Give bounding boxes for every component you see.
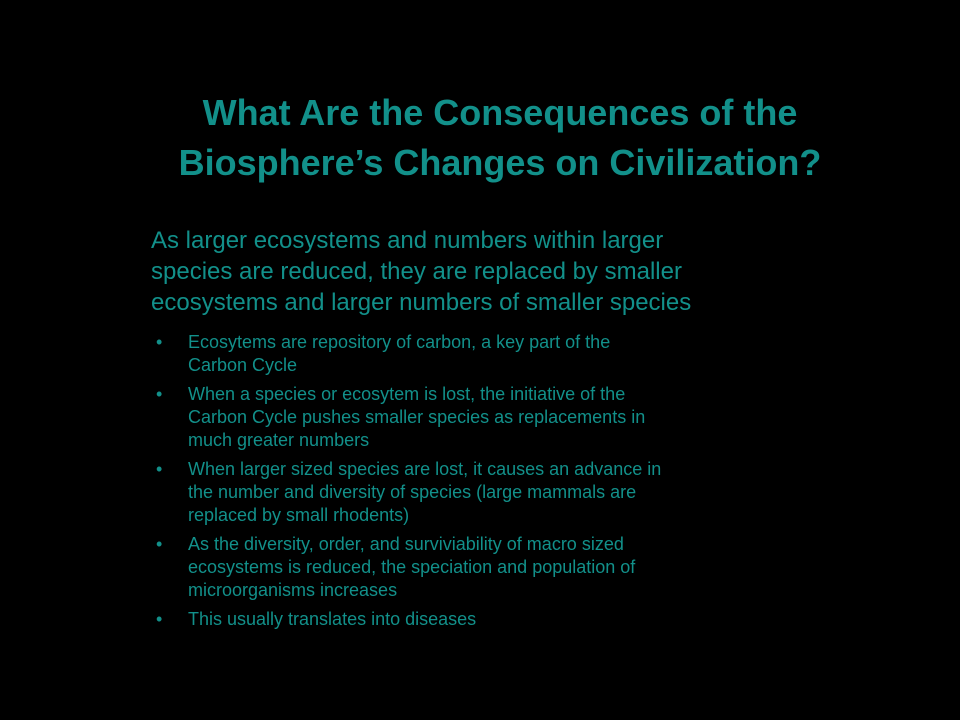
slide-title-line: Biosphere’s Changes on Civilization? xyxy=(178,142,822,183)
bullet-line: Carbon Cycle xyxy=(188,355,298,375)
bullet-item xyxy=(151,533,831,602)
bullet-marker: • xyxy=(156,384,163,404)
bullet-line: Ecosytems are repository of carbon, a key part of the xyxy=(188,332,611,352)
bullet-line: Carbon Cycle pushes smaller species as replacements in xyxy=(188,407,646,427)
bullet-line: This usually translates into diseases xyxy=(188,609,477,629)
bullet-line: When larger sized species are lost, it causes an advance in xyxy=(188,459,662,479)
bullet-line: microorganisms increases xyxy=(188,580,398,600)
bullet-item xyxy=(151,383,831,452)
bullet-line: replaced by small rhodents) xyxy=(188,505,410,525)
slide-title-line: What Are the Consequences of the xyxy=(202,92,798,133)
bullet-line: As the diversity, order, and surviviability of macro sized xyxy=(188,534,624,554)
bullet-marker: • xyxy=(156,459,163,479)
bullet-line: ecosystems is reduced, the speciation and population of xyxy=(188,557,636,577)
intro-line: As larger ecosystems and numbers within larger xyxy=(151,227,664,254)
bullet-marker: • xyxy=(156,534,163,554)
bullet-line: the number and diversity of species (large mammals are xyxy=(188,482,637,502)
intro-line: ecosystems and larger numbers of smaller species xyxy=(151,289,692,316)
bullet-marker: • xyxy=(156,609,163,629)
intro-line: species are reduced, they are replaced by smaller xyxy=(151,258,682,285)
intro-paragraph xyxy=(151,225,871,318)
bullet-item xyxy=(151,331,831,377)
bullet-list xyxy=(151,331,831,637)
bullet-line: much greater numbers xyxy=(188,430,370,450)
bullet-line: When a species or ecosytem is lost, the initiative of the xyxy=(188,384,626,404)
bullet-item xyxy=(151,458,831,527)
bullet-marker: • xyxy=(156,332,163,352)
slide-title xyxy=(100,88,900,188)
bullet-item xyxy=(151,608,831,631)
